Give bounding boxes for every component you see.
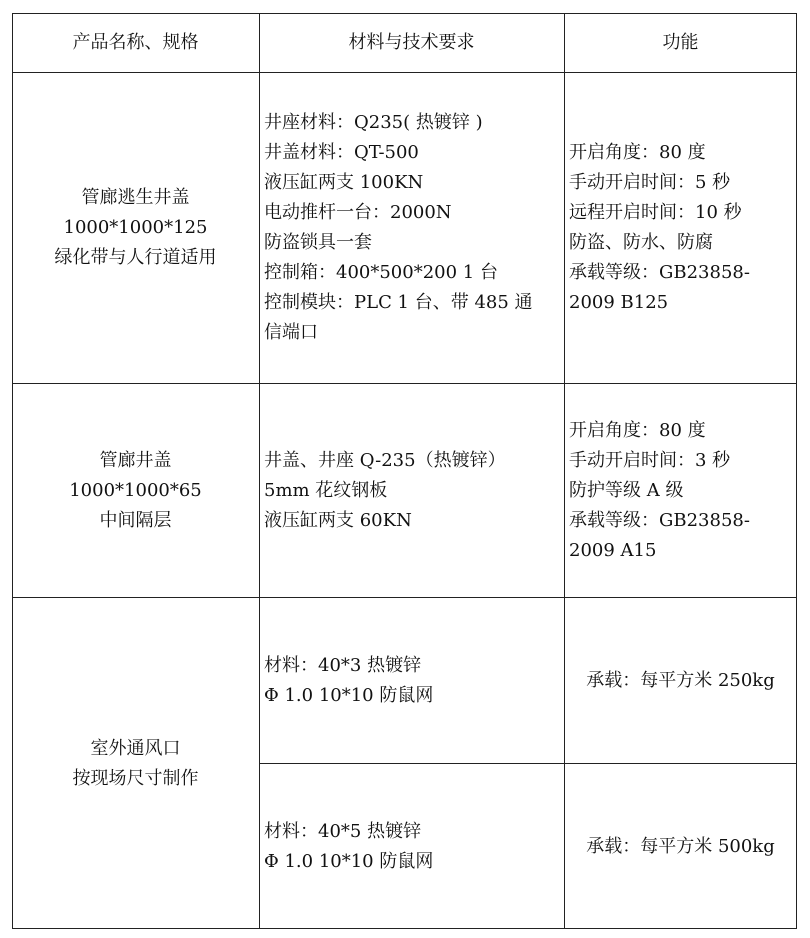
row3a-material: 材料：40*3 热镀锌 Φ 1.0 10*10 防鼠网 [264,654,434,706]
row3b-material: 材料：40*5 热镀锌 Φ 1.0 10*10 防鼠网 [264,820,434,872]
row1-function: 开启角度：80 度 手动开启时间：5 秒 远程开启时间：10 秒 防盗、防水、防腐 承载等级：GB23858- 2009 B125 [569,142,750,313]
row2-material: 井盖、井座 Q-235（热镀锌） 5mm 花纹钢板 液压缸两支 60KN [264,449,506,531]
row3b-function: 承载：每平方米 500kg [586,835,775,857]
header-material: 材料与技术要求 [348,32,475,53]
header-product-name: 产品名称、规格 [72,32,199,53]
row3-product-name: 室外通风口 按现场尺寸制作 [72,737,199,789]
header-function: 功能 [662,32,699,53]
row2-function: 开启角度：80 度 手动开启时间：3 秒 防护等级 A 级 承载等级：GB23858- 2009 A15 [569,419,750,561]
row1-material: 井座材料：Q235( 热镀锌 ) 井盖材料：QT-500 液压缸两支 100KN 电动推杆一台：2000N 防盗锁具一套 控制箱：400*500*200 1 台 控制模块：PLC 1 台、带 485 通 信端口 [264,112,533,343]
row1-product-name: 管廊逃生井盖 1000*1000*125 绿化带与人行道适用 [54,187,217,268]
row3a-function: 承载：每平方米 250kg [586,669,775,691]
row2-product-name: 管廊井盖 1000*1000*65 中间隔层 [69,449,202,531]
